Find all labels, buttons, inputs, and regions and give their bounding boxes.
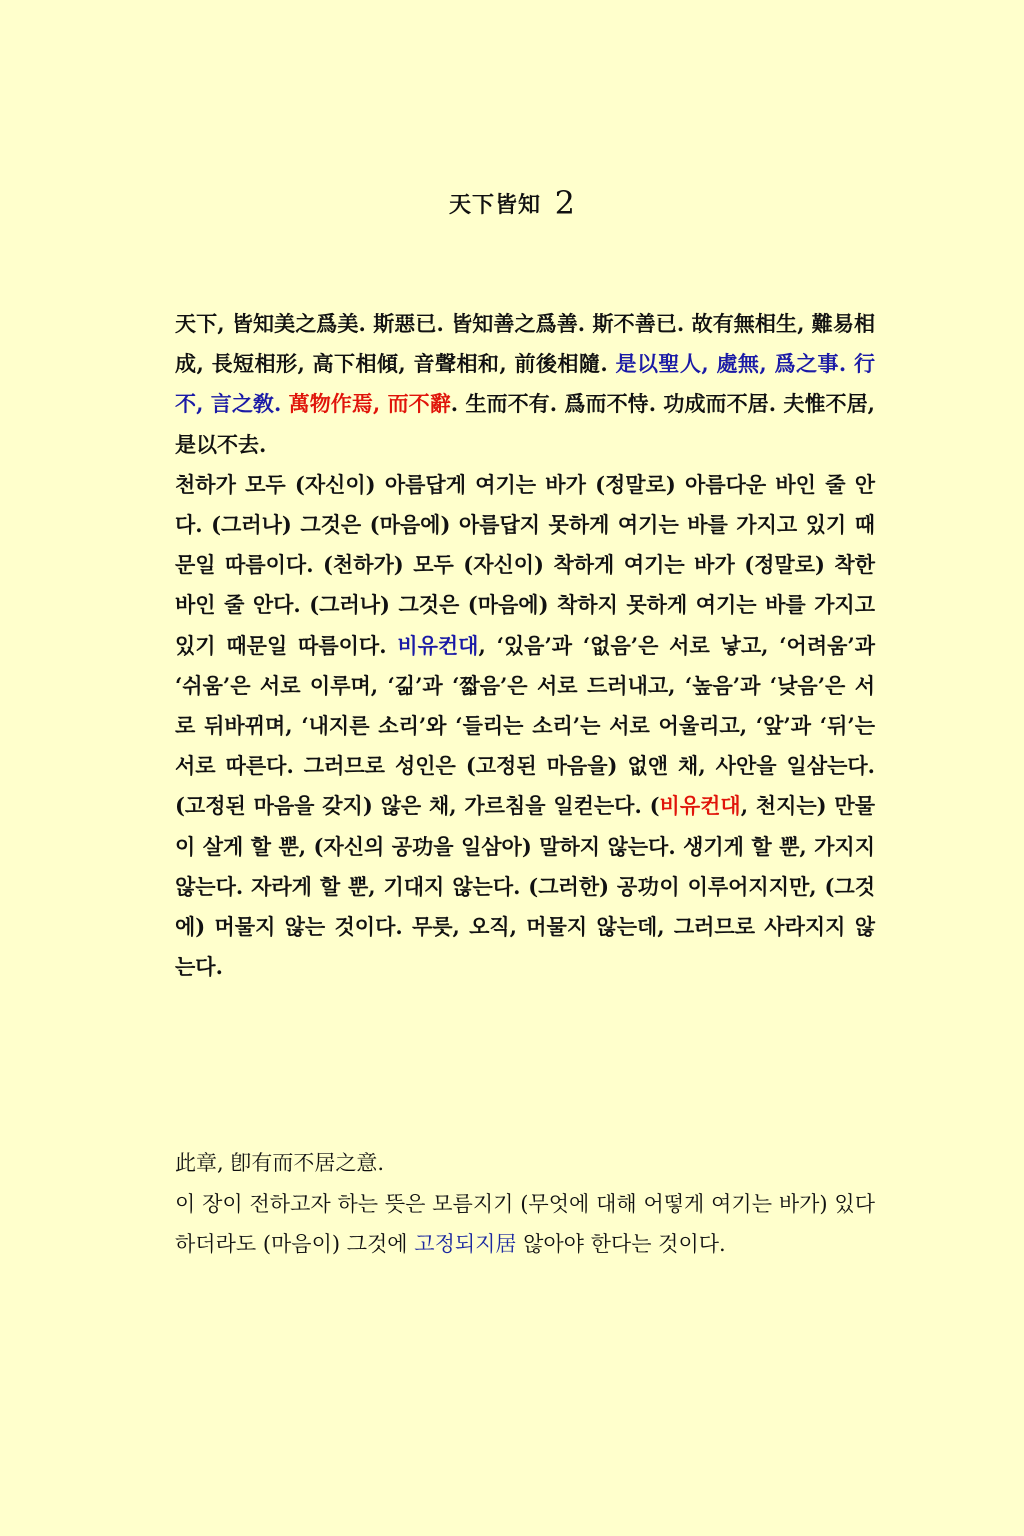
translation-part-4-highlight-red: 비유컨대	[659, 793, 741, 819]
commentary-translation	[175, 1184, 875, 1265]
translation-text	[175, 465, 875, 988]
commentary-part-3: 않아야 한다는 것이다.	[516, 1232, 726, 1257]
commentary	[175, 1143, 875, 1265]
translation-part-1: 천하가 모두 (자신이) 아름답게 여기는 바가 (정말로) 아름다운 바인 줄 안다. (그러나) 그것은 (마음에) 아름답지 못하게 여기는 바를 가지고 있기 때문일 따름이다. (천하가) 모두 (자신이) 착하게 여기는 바가 (정말로) 착한 바인 줄 안다. (그러나) 그것은 (마음에) 착하지 못하게 여기는 바를 가지고 있기 때문일 따름이다.	[175, 471, 875, 658]
translation-part-5: , 천지는) 만물이 살게 할 뿐, (자신의 공功을 일삼아) 말하지 않는다. 생기게 할 뿐, 가지지 않는다. 자라게 할 뿐, 기대지 않는다. (그러한) 공功이 이루어지지만, (그것에) 머물지 않는 것이다. 무릇, 오직, 머물지 않는데, 그러므로 사라지지 않는다.	[175, 793, 875, 980]
classical-part-4: . 生而不有. 爲而不恃. 功成而不居. 夫惟不居, 是以不去.	[175, 391, 875, 457]
commentary-hanja: 此章, 卽有而不居之意.	[175, 1151, 385, 1175]
main-text	[175, 304, 875, 987]
page-title	[0, 184, 1024, 222]
classical-text	[175, 304, 875, 465]
commentary-part-1: 이 장이 전하고자 하는 뜻은 모름지기 (무엇에 대해 어떻게 여기는 바가) 있다 하더라도 (마음이) 그것에	[175, 1191, 875, 1257]
title-number: 2	[554, 184, 575, 222]
title-hanja: 天下皆知	[449, 192, 542, 218]
classical-part-1: 天下, 皆知美之爲美. 斯惡已. 皆知善之爲善. 斯不善已. 故有無相生, 難易相成, 長短相形, 高下相傾, 音聲相和, 前後相隨.	[175, 311, 875, 377]
translation-part-2-highlight-blue: 비유컨대	[397, 632, 479, 658]
commentary-part-2-highlight-navy: 고정되지居	[414, 1232, 517, 1257]
translation-part-3: , ‘있음’과 ‘없음’은 서로 낳고, ‘어려움’과 ‘쉬움’은 서로 이루며, ‘긺’과 ‘짧음’은 서로 드러내고, ‘높음’과 ‘낮음’은 서로 뒤바뀌며, ‘내지른 소리’와 ‘들리는 소리’는 서로 어울리고, ‘앞’과 ‘뒤’는 서로 따른다. 그러므로 성인은 (고정된 마음을) 없앤 채, 사안을 일삼는다. (고정된 마음을 갖지) 않은 채, 가르침을 일컫는다. (	[175, 632, 875, 819]
classical-part-2-highlight-blue: 是以聖人, 處無, 爲之事. 行不, 言之敎.	[175, 351, 876, 417]
classical-part-3-highlight-red: 萬物作焉, 而不辭	[288, 391, 451, 417]
